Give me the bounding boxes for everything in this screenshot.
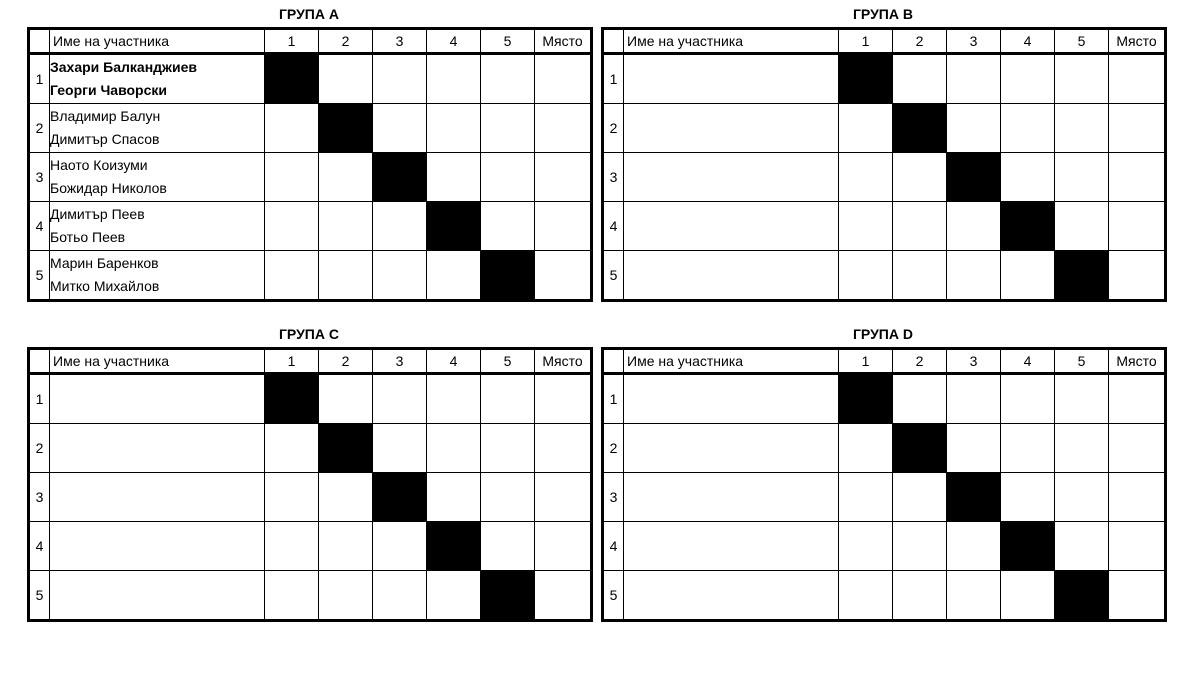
blocked-cell	[947, 473, 1001, 522]
place-cell[interactable]	[1109, 54, 1166, 104]
score-cell[interactable]	[893, 571, 947, 621]
place-cell[interactable]	[1109, 473, 1166, 522]
score-cell[interactable]	[1001, 424, 1055, 473]
score-cell[interactable]	[319, 473, 373, 522]
blocked-cell	[947, 153, 1001, 202]
score-cell[interactable]	[427, 374, 481, 424]
blocked-cell	[1001, 202, 1055, 251]
header-opponent-2: 2	[319, 349, 373, 374]
header-opponent-3: 3	[947, 29, 1001, 54]
table-row	[603, 424, 1166, 473]
blocked-cell	[893, 424, 947, 473]
header-index-cell	[603, 349, 624, 374]
row-number: 5	[603, 251, 624, 301]
score-cell[interactable]	[481, 473, 535, 522]
participant-name: Марин Баренков	[50, 255, 159, 271]
place-cell[interactable]	[535, 104, 592, 153]
blocked-cell	[481, 251, 535, 301]
row-number: 4	[29, 202, 50, 251]
row-number: 5	[29, 251, 50, 301]
score-cell[interactable]	[947, 424, 1001, 473]
header-opponent-2: 2	[893, 29, 947, 54]
score-cell[interactable]	[947, 374, 1001, 424]
score-cell[interactable]	[427, 424, 481, 473]
header-participant-name: Име на участника	[50, 349, 265, 374]
score-cell[interactable]	[893, 374, 947, 424]
score-cell[interactable]	[319, 54, 373, 104]
score-cell[interactable]	[1001, 374, 1055, 424]
score-cell[interactable]	[839, 153, 893, 202]
participant-name: Владимир Балун	[50, 108, 161, 124]
place-cell[interactable]	[535, 522, 592, 571]
score-cell[interactable]	[1055, 473, 1109, 522]
score-cell[interactable]	[481, 153, 535, 202]
score-cell[interactable]	[839, 473, 893, 522]
score-cell[interactable]	[481, 104, 535, 153]
participant-name-cell[interactable]	[624, 104, 839, 153]
header-opponent-1: 1	[839, 29, 893, 54]
score-cell[interactable]	[427, 473, 481, 522]
place-cell[interactable]	[535, 374, 592, 424]
score-cell[interactable]	[427, 104, 481, 153]
score-cell[interactable]	[265, 473, 319, 522]
participant-name-cell[interactable]	[50, 571, 265, 621]
header-opponent-5: 5	[481, 349, 535, 374]
blocked-cell	[373, 473, 427, 522]
table-row	[29, 522, 592, 571]
table-row	[29, 202, 592, 251]
place-cell[interactable]	[1109, 202, 1166, 251]
blocked-cell	[427, 202, 481, 251]
row-number: 2	[29, 424, 50, 473]
table-row	[29, 153, 592, 202]
place-cell[interactable]	[535, 153, 592, 202]
score-cell[interactable]	[1055, 54, 1109, 104]
header-place: Място	[535, 349, 592, 374]
score-cell[interactable]	[373, 251, 427, 301]
participant-name-cell[interactable]	[624, 473, 839, 522]
blocked-cell	[427, 522, 481, 571]
score-cell[interactable]	[427, 54, 481, 104]
blocked-cell	[265, 374, 319, 424]
participant-name: Божидар Николов	[50, 180, 167, 196]
place-cell[interactable]	[1109, 424, 1166, 473]
participant-name-cell[interactable]	[624, 153, 839, 202]
header-opponent-5: 5	[481, 29, 535, 54]
score-cell[interactable]	[947, 104, 1001, 153]
score-table	[601, 27, 1167, 302]
group-title: ГРУПА А	[279, 6, 339, 22]
score-cell[interactable]	[427, 251, 481, 301]
place-cell[interactable]	[1109, 571, 1166, 621]
header-opponent-1: 1	[265, 29, 319, 54]
participant-name-cell[interactable]	[624, 54, 839, 104]
score-table	[27, 27, 593, 302]
place-cell[interactable]	[535, 54, 592, 104]
table-row	[603, 54, 1166, 104]
score-cell[interactable]	[947, 202, 1001, 251]
group-b	[601, 5, 1165, 302]
score-cell[interactable]	[1055, 153, 1109, 202]
score-cell[interactable]	[373, 54, 427, 104]
header-opponent-1: 1	[839, 349, 893, 374]
header-place: Място	[1109, 349, 1166, 374]
table-row	[603, 153, 1166, 202]
blocked-cell	[1055, 571, 1109, 621]
score-table	[27, 347, 593, 622]
score-cell[interactable]	[839, 202, 893, 251]
score-cell[interactable]	[1055, 202, 1109, 251]
score-cell[interactable]	[319, 202, 373, 251]
header-opponent-4: 4	[427, 349, 481, 374]
header-opponent-4: 4	[1001, 29, 1055, 54]
participant-name-cell[interactable]	[50, 54, 265, 104]
participant-name: Димитър Спасов	[50, 131, 160, 147]
score-cell[interactable]	[265, 153, 319, 202]
score-cell[interactable]	[1001, 153, 1055, 202]
score-cell[interactable]	[319, 571, 373, 621]
row-number: 4	[603, 522, 624, 571]
header-opponent-2: 2	[319, 29, 373, 54]
table-row	[29, 374, 592, 424]
table-row	[603, 522, 1166, 571]
group-title: ГРУПА B	[853, 6, 913, 22]
row-number: 2	[29, 104, 50, 153]
score-cell[interactable]	[265, 522, 319, 571]
header-participant-name: Име на участника	[624, 29, 839, 54]
place-cell[interactable]	[1109, 522, 1166, 571]
header-opponent-3: 3	[947, 349, 1001, 374]
score-cell[interactable]	[1001, 54, 1055, 104]
participant-name-cell[interactable]	[50, 424, 265, 473]
place-cell[interactable]	[535, 202, 592, 251]
score-cell[interactable]	[1055, 104, 1109, 153]
blocked-cell	[319, 104, 373, 153]
table-row	[29, 54, 592, 104]
score-cell[interactable]	[1055, 424, 1109, 473]
participant-name: Митко Михайлов	[50, 278, 160, 294]
score-cell[interactable]	[1055, 522, 1109, 571]
score-cell[interactable]	[839, 104, 893, 153]
row-number: 4	[603, 202, 624, 251]
row-number: 1	[29, 374, 50, 424]
table-row	[29, 251, 592, 301]
score-cell[interactable]	[1055, 374, 1109, 424]
score-cell[interactable]	[1001, 251, 1055, 301]
score-cell[interactable]	[893, 251, 947, 301]
score-cell[interactable]	[265, 104, 319, 153]
group-title: ГРУПА D	[853, 326, 913, 342]
place-cell[interactable]	[535, 473, 592, 522]
score-cell[interactable]	[481, 54, 535, 104]
table-row	[29, 571, 592, 621]
row-number: 1	[603, 374, 624, 424]
participant-name: Георги Чаворски	[50, 82, 167, 98]
row-number: 4	[29, 522, 50, 571]
blocked-cell	[481, 571, 535, 621]
header-index-cell	[29, 29, 50, 54]
group-a	[27, 5, 591, 302]
table-row	[603, 104, 1166, 153]
score-cell[interactable]	[373, 374, 427, 424]
table-row	[603, 571, 1166, 621]
score-cell[interactable]	[319, 374, 373, 424]
row-number: 5	[29, 571, 50, 621]
participant-name-cell[interactable]	[624, 202, 839, 251]
participant-name-cell[interactable]	[50, 153, 265, 202]
header-place: Място	[1109, 29, 1166, 54]
participant-name-cell[interactable]	[624, 251, 839, 301]
score-cell[interactable]	[265, 202, 319, 251]
score-cell[interactable]	[839, 522, 893, 571]
row-number: 3	[29, 153, 50, 202]
row-number: 3	[603, 153, 624, 202]
score-cell[interactable]	[373, 104, 427, 153]
score-cell[interactable]	[893, 54, 947, 104]
score-cell[interactable]	[947, 54, 1001, 104]
participant-name-cell[interactable]	[50, 522, 265, 571]
table-row	[603, 202, 1166, 251]
header-place: Място	[535, 29, 592, 54]
participant-name-cell[interactable]	[50, 374, 265, 424]
score-cell[interactable]	[1001, 104, 1055, 153]
row-number: 2	[603, 104, 624, 153]
blocked-cell	[319, 424, 373, 473]
row-number: 5	[603, 571, 624, 621]
row-number: 1	[29, 54, 50, 104]
row-number: 2	[603, 424, 624, 473]
score-cell[interactable]	[373, 202, 427, 251]
row-number: 3	[29, 473, 50, 522]
score-cell[interactable]	[373, 571, 427, 621]
place-cell[interactable]	[535, 251, 592, 301]
score-cell[interactable]	[427, 571, 481, 621]
score-cell[interactable]	[947, 571, 1001, 621]
place-cell[interactable]	[1109, 104, 1166, 153]
score-cell[interactable]	[319, 522, 373, 571]
score-cell[interactable]	[427, 153, 481, 202]
header-opponent-4: 4	[427, 29, 481, 54]
participant-name-cell[interactable]	[624, 522, 839, 571]
header-opponent-3: 3	[373, 29, 427, 54]
participant-name: Наото Коизуми	[50, 157, 148, 173]
participant-name-cell[interactable]	[50, 251, 265, 301]
score-cell[interactable]	[839, 571, 893, 621]
score-cell[interactable]	[481, 522, 535, 571]
score-cell[interactable]	[947, 251, 1001, 301]
participant-name: Ботьо Пеев	[50, 229, 126, 245]
row-number: 3	[603, 473, 624, 522]
header-participant-name: Име на участника	[624, 349, 839, 374]
header-opponent-4: 4	[1001, 349, 1055, 374]
blocked-cell	[373, 153, 427, 202]
group-c	[27, 325, 591, 622]
participant-name-cell[interactable]	[624, 374, 839, 424]
participant-name-cell[interactable]	[624, 571, 839, 621]
header-index-cell	[29, 349, 50, 374]
table-row	[29, 473, 592, 522]
blocked-cell	[839, 54, 893, 104]
score-cell[interactable]	[893, 202, 947, 251]
table-row	[29, 424, 592, 473]
row-number: 1	[603, 54, 624, 104]
score-cell[interactable]	[839, 424, 893, 473]
participant-name-cell[interactable]	[50, 104, 265, 153]
place-cell[interactable]	[535, 571, 592, 621]
score-cell[interactable]	[265, 251, 319, 301]
header-opponent-2: 2	[893, 349, 947, 374]
blocked-cell	[893, 104, 947, 153]
header-index-cell	[603, 29, 624, 54]
score-cell[interactable]	[1001, 571, 1055, 621]
score-cell[interactable]	[893, 153, 947, 202]
table-row	[603, 251, 1166, 301]
header-participant-name: Име на участника	[50, 29, 265, 54]
participant-name-cell[interactable]	[624, 424, 839, 473]
blocked-cell	[1001, 522, 1055, 571]
score-cell[interactable]	[373, 424, 427, 473]
blocked-cell	[1055, 251, 1109, 301]
group-d	[601, 325, 1165, 622]
table-row	[29, 104, 592, 153]
score-cell[interactable]	[265, 424, 319, 473]
score-cell[interactable]	[481, 202, 535, 251]
score-cell[interactable]	[373, 522, 427, 571]
blocked-cell	[839, 374, 893, 424]
score-cell[interactable]	[265, 571, 319, 621]
participant-name-cell[interactable]	[50, 473, 265, 522]
score-cell[interactable]	[893, 522, 947, 571]
score-cell[interactable]	[319, 153, 373, 202]
header-opponent-1: 1	[265, 349, 319, 374]
score-table	[601, 347, 1167, 622]
table-row	[603, 374, 1166, 424]
score-cell[interactable]	[1001, 473, 1055, 522]
participant-name: Димитър Пеев	[50, 206, 145, 222]
table-row	[603, 473, 1166, 522]
place-cell[interactable]	[535, 424, 592, 473]
place-cell[interactable]	[1109, 374, 1166, 424]
place-cell[interactable]	[1109, 251, 1166, 301]
header-opponent-5: 5	[1055, 349, 1109, 374]
score-cell[interactable]	[947, 522, 1001, 571]
blocked-cell	[265, 54, 319, 104]
score-cell[interactable]	[481, 374, 535, 424]
participant-name-cell[interactable]	[50, 202, 265, 251]
score-cell[interactable]	[319, 251, 373, 301]
participant-name: Захари Балканджиев	[50, 59, 197, 75]
score-cell[interactable]	[893, 473, 947, 522]
score-cell[interactable]	[481, 424, 535, 473]
header-opponent-3: 3	[373, 349, 427, 374]
place-cell[interactable]	[1109, 153, 1166, 202]
group-title: ГРУПА C	[279, 326, 339, 342]
header-opponent-5: 5	[1055, 29, 1109, 54]
score-cell[interactable]	[839, 251, 893, 301]
